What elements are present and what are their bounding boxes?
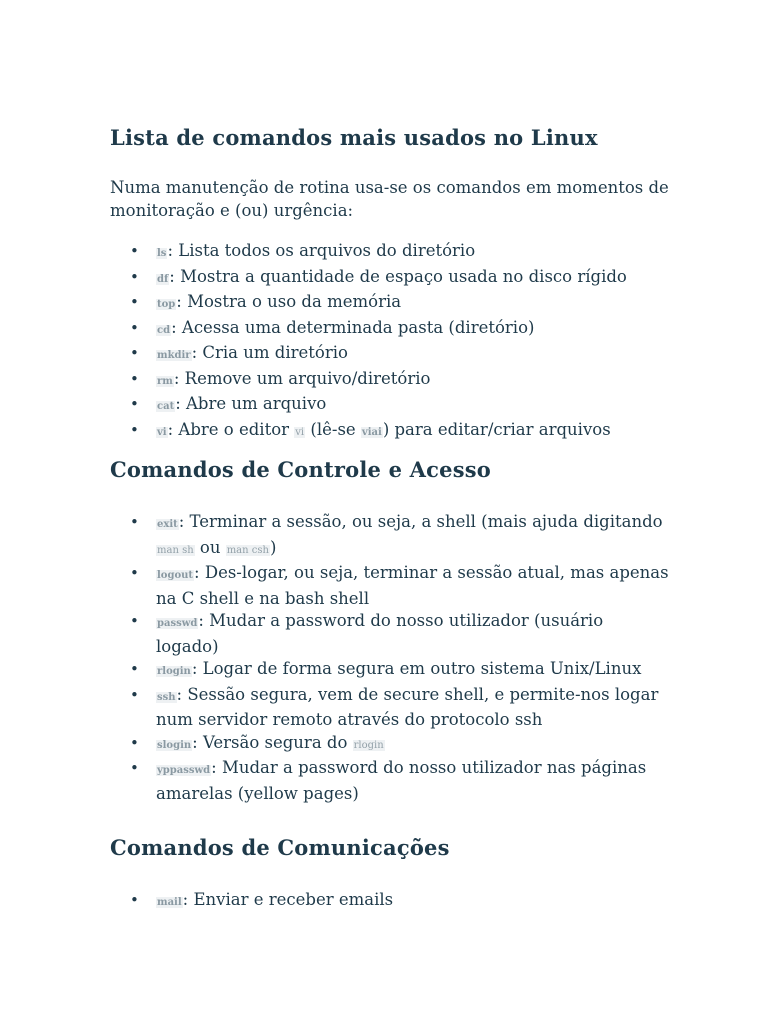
- command-code: logout: [157, 570, 194, 581]
- item-text: : Abre o editor: [167, 419, 295, 439]
- command-code: rm: [157, 375, 173, 387]
- inline-code: man sh: [157, 544, 194, 556]
- command-code: vi: [157, 426, 167, 438]
- command-code: slogin: [157, 739, 192, 751]
- list-item: [110, 393, 670, 419]
- command-code: mkdir: [157, 350, 191, 361]
- heading-linux-commands: Lista de comandos mais usados no Linux: [110, 125, 598, 150]
- item-text: : Versão segura do: [192, 732, 353, 752]
- list-item: [110, 368, 670, 394]
- command-code: yppasswd: [157, 765, 211, 776]
- item-text: : Logar de forma segura em outro sistema Unix/Linux: [191, 659, 642, 678]
- inline-code: vi: [295, 426, 305, 438]
- heading-communications: Comandos de Comunicações: [110, 835, 450, 860]
- list-item: [110, 266, 670, 292]
- item-text: : Mudar a password do nosso utilizador nas páginas amarelas (yellow pages): [156, 758, 647, 803]
- list-control-commands: [110, 511, 670, 805]
- list-item: [110, 511, 670, 562]
- command-code: df: [157, 273, 169, 285]
- item-text: : Mostra o uso da memória: [176, 292, 402, 311]
- list-item: [110, 342, 670, 368]
- item-text: : Enviar e receber emails: [182, 890, 394, 909]
- item-text: ) para editar/criar arquivos: [382, 419, 611, 439]
- inline-code: viai: [361, 426, 382, 438]
- command-code: rlogin: [157, 666, 191, 677]
- heading-control-access: Comandos de Controle e Acesso: [110, 457, 491, 482]
- list-item: [110, 240, 670, 266]
- list-item: [110, 658, 670, 684]
- list-common-commands: [110, 240, 670, 444]
- inline-code: rlogin: [353, 739, 384, 751]
- item-text: : Acessa uma determinada pasta (diretório): [171, 317, 535, 337]
- list-item: [110, 419, 670, 445]
- item-text: : Lista todos os arquivos do diretório: [167, 241, 476, 260]
- item-text: : Sessão segura, vem de secure shell, e permite-nos logar num servidor remoto através do protocolo ssh: [156, 684, 659, 729]
- item-text: : Des-logar, ou seja, terminar a sessão atual, mas apenas na C shell e na bash shell: [156, 563, 669, 608]
- item-text: (lê-se: [305, 419, 361, 439]
- list-item: [110, 291, 670, 317]
- command-code: exit: [157, 519, 178, 530]
- list-item: [110, 684, 670, 732]
- list-communication-commands: [110, 889, 670, 915]
- item-text: : Abre um arquivo: [175, 394, 327, 413]
- command-code: mail: [157, 897, 182, 908]
- list-item: [110, 889, 670, 915]
- command-code: ls: [157, 248, 167, 259]
- item-text: ): [269, 537, 277, 557]
- item-text: : Remove um arquivo/diretório: [173, 368, 431, 388]
- command-code: ssh: [157, 691, 176, 703]
- intro-paragraph: Numa manutenção de rotina usa-se os comandos em momentos de monitoração e (ou) urgência:: [110, 178, 669, 220]
- item-text: : Terminar a sessão, ou seja, a shell (mais ajuda digitando: [178, 512, 663, 531]
- item-text: : Mostra a quantidade de espaço usada no disco rígido: [169, 266, 627, 286]
- item-text: : Cria um diretório: [191, 343, 348, 362]
- list-item: [110, 610, 670, 658]
- command-code: passwd: [157, 618, 198, 629]
- command-code: cat: [157, 401, 175, 412]
- command-code: top: [157, 299, 176, 310]
- item-text: : Mudar a password do nosso utilizador (usuário logado): [156, 611, 604, 656]
- item-text: ou: [194, 537, 226, 557]
- list-item: [110, 757, 670, 805]
- list-item: [110, 562, 670, 610]
- list-item: [110, 732, 670, 758]
- list-item: [110, 317, 670, 343]
- command-code: cd: [157, 324, 171, 336]
- inline-code: man csh: [226, 544, 269, 556]
